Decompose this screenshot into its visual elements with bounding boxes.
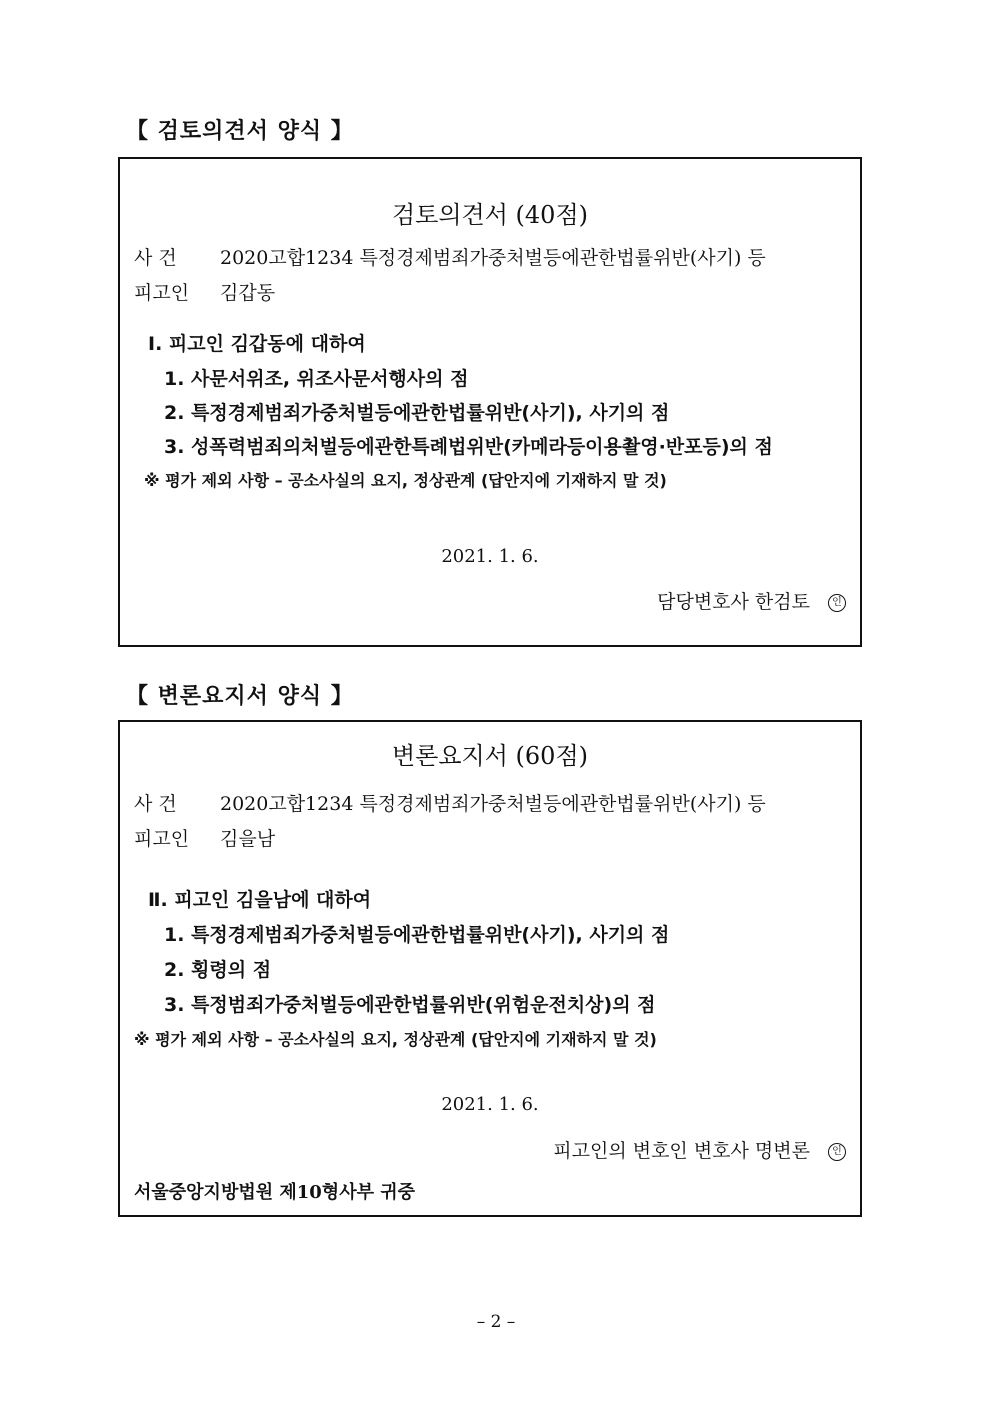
case-line <box>134 243 766 270</box>
list-item: 1. 사문서위조, 위조사문서행사의 점 <box>164 368 469 390</box>
seal-icon: 인 <box>828 594 846 612</box>
list-item: 3. 특정범죄가중처벌등에관한법률위반(위험운전치상)의 점 <box>164 994 656 1016</box>
section1-heading: 【 검토의견서 양식 】 <box>126 119 354 144</box>
signature-text: 담당변호사 한검토 <box>657 591 810 613</box>
list-item: 2. 특정경제범죄가중처벌등에관한법률위반(사기), 사기의 점 <box>164 402 670 424</box>
part-heading: Ⅱ. 피고인 김을남에 대하여 <box>148 889 372 911</box>
defendant-value: 김을남 <box>220 828 276 850</box>
part-heading: Ⅰ. 피고인 김갑동에 대하여 <box>148 333 366 355</box>
defense-brief-box <box>118 720 862 1217</box>
page-number: – 2 – <box>476 1312 516 1332</box>
case-value: 2020고합1234 특정경제범죄가중처벌등에관한법률위반(사기) 등 <box>220 793 766 815</box>
review-opinion-box <box>118 157 862 647</box>
document-date: 2021. 1. 6. <box>441 1094 539 1115</box>
case-label: 사 건 <box>134 247 177 269</box>
court-addressee: 서울중앙지방법원 제10형사부 귀중 <box>134 1182 416 1203</box>
case-value: 2020고합1234 특정경제범죄가중처벌등에관한법률위반(사기) 등 <box>220 247 766 269</box>
defendant-label: 피고인 <box>134 282 190 304</box>
exclusion-note: ※ 평가 제외 사항 – 공소사실의 요지, 정상관계 (답안지에 기재하지 말 것) <box>144 471 667 490</box>
list-item: 2. 횡령의 점 <box>164 959 272 981</box>
signature-line <box>657 587 846 614</box>
case-line <box>134 789 766 816</box>
exclusion-note: ※ 평가 제외 사항 – 공소사실의 요지, 정상관계 (답안지에 기재하지 말 것) <box>134 1030 657 1049</box>
defendant-label: 피고인 <box>134 828 190 850</box>
document-date: 2021. 1. 6. <box>441 546 539 567</box>
defendant-line <box>134 824 275 851</box>
signature-line <box>553 1136 846 1163</box>
defense-brief-title: 변론요지서 (60점) <box>392 742 588 770</box>
case-label: 사 건 <box>134 793 177 815</box>
seal-icon: 인 <box>828 1143 846 1161</box>
list-item: 3. 성폭력범죄의처벌등에관한특례법위반(카메라등이용촬영·반포등)의 점 <box>164 436 773 458</box>
defendant-line <box>134 278 275 305</box>
signature-text: 피고인의 변호인 변호사 명변론 <box>553 1140 810 1162</box>
list-item: 1. 특정경제범죄가중처벌등에관한법률위반(사기), 사기의 점 <box>164 924 670 946</box>
review-opinion-title: 검토의견서 (40점) <box>392 201 588 229</box>
defendant-value: 김갑동 <box>220 282 276 304</box>
section2-heading: 【 변론요지서 양식 】 <box>126 684 354 709</box>
